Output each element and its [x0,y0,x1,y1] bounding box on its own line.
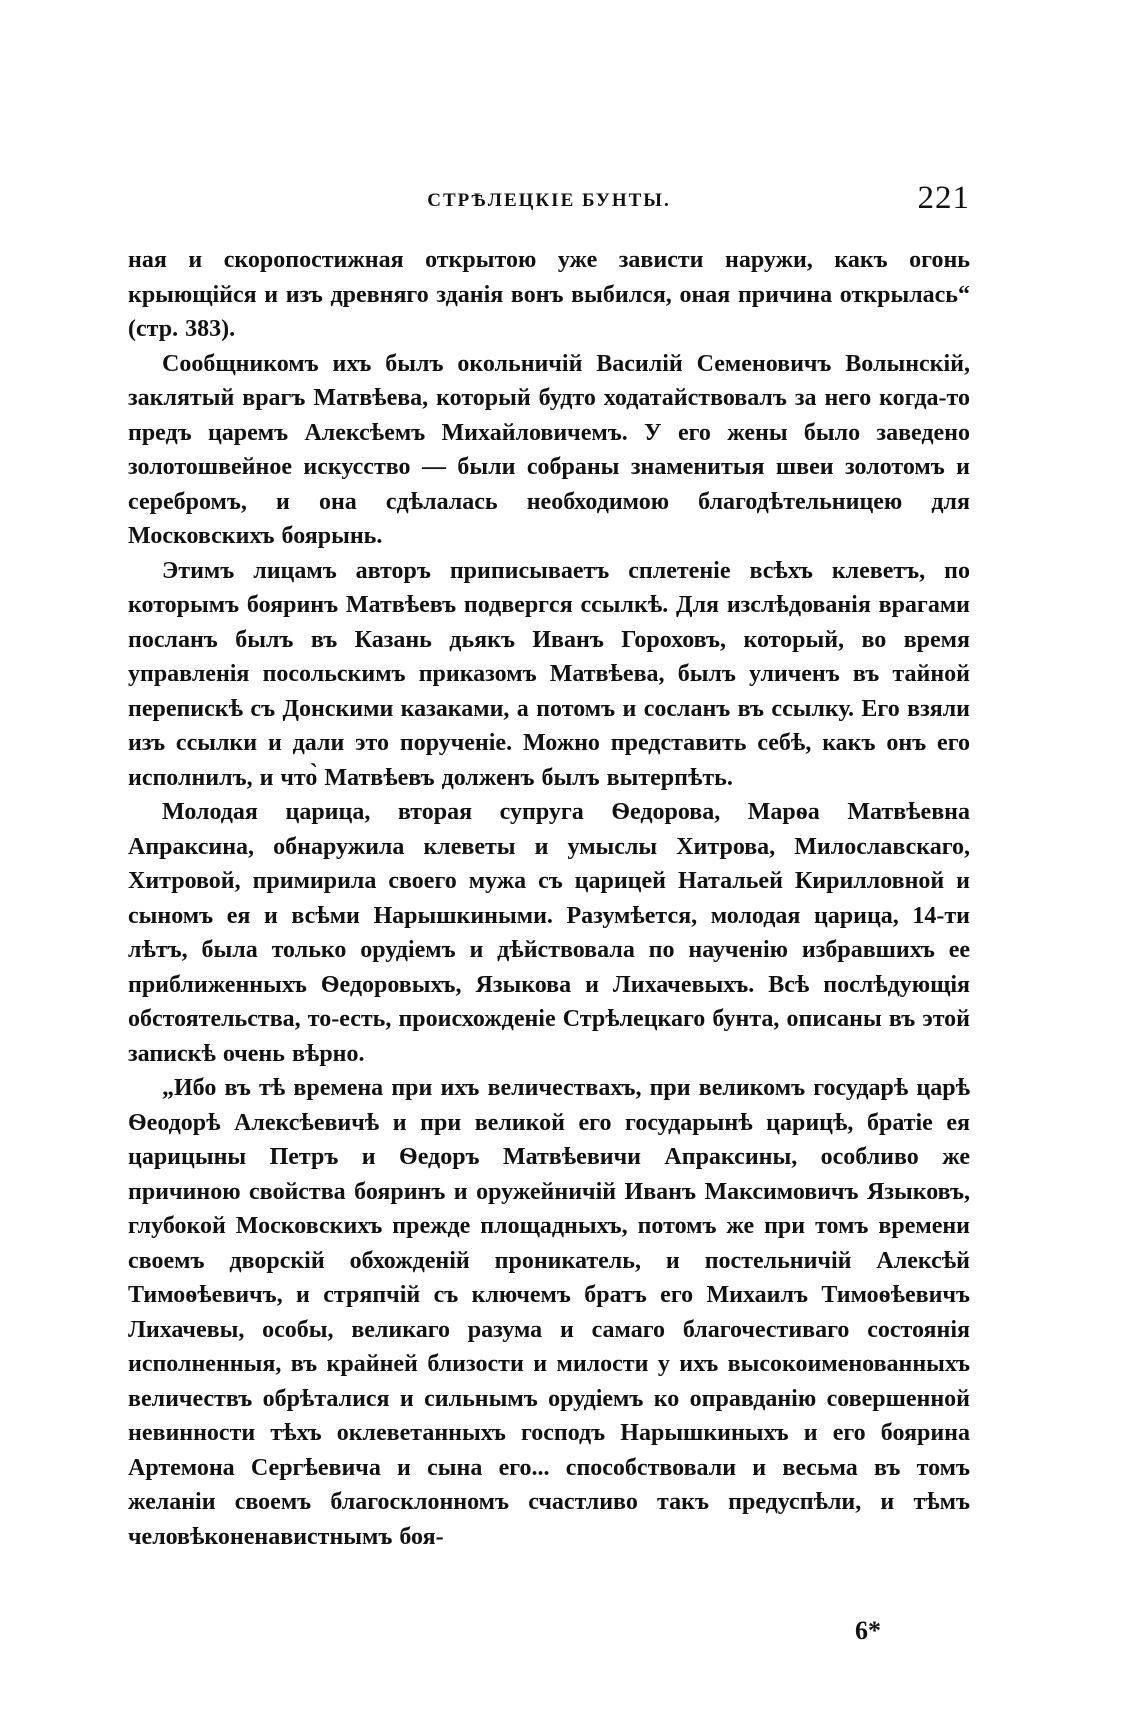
signature-mark: 6* [855,1616,881,1645]
running-title: СТРѢЛЕЦКІЕ БУНТЫ. [427,190,671,211]
paragraph-volynsky: Сообщникомъ ихъ былъ окольничій Василій Семеновичъ Волынскій, заклятый врагъ Матвѣева, который будто ходатайствовалъ за него когда-то предъ царемъ Алексѣемъ Михайловичемъ. У его жены было заведено золотошвейное искусство — были собраны знаменитыя швеи золотомъ и серебромъ, и она сдѣлалась необходимою благодѣтельницею для Московскихъ боярынь. [128,350,970,549]
paragraph-continuation: ная и скоропостижная открытою уже зависти наружи, какъ огонь крыющійся и изъ древняго зданія вонъ выбился, оная причина открылась“ (стр. 383). [128,247,970,342]
paragraph-young-tsaritsa: Молодая царица, вторая супруга Ѳедорова, Марѳа Матвѣевна Апраксина, обнаружила клеветы и умыслы Хитрова, Милославскаго, Хитровой, примирила своего мужа съ царицей Натальей Кирилловной и сыномъ ея и всѣми Нарышкиными. Разумѣется, молодая царица, 14-ти лѣтъ, была только орудіемъ и дѣйствовала по наученію избравшихъ ее приближенныхъ Ѳедоровыхъ, Языкова и Лихачевыхъ. Всѣ послѣдующія обстоятельства, то-есть, происхожденіе Стрѣлецкаго бунта, описаны въ этой запискѣ очень вѣрно. [128,799,970,1067]
page-number: 221 [917,180,970,216]
body-text [128,243,970,1554]
paragraph-slanders: Этимъ лицамъ авторъ приписываетъ сплетеніе всѣхъ клеветъ, по которымъ бояринъ Матвѣевъ подвергся ссылкѣ. Для изслѣдованія врагами посланъ былъ въ Казань дьякъ Иванъ Гороховъ, который, во время управленія посольскимъ приказомъ Матвѣева, былъ уличенъ въ тайной перепискѣ съ Донскими казаками, а потомъ и сосланъ въ ссылку. Его взяли изъ ссылки и дали это порученіе. Можно представить себѣ, какъ онъ его исполнилъ, и что̀ Матвѣевъ долженъ былъ вытерпѣть. [128,557,970,791]
paragraph-quotation: „Ибо въ тѣ времена при ихъ величествахъ, при великомъ государѣ царѣ Ѳеодорѣ Алексѣевичѣ и при великой его государынѣ царицѣ, братіе ея царицыны Петръ и Ѳедоръ Матвѣевичи Апраксины, особливо же причиною свойства бояринъ и оружейничій Иванъ Максимовичъ Языковъ, глубокой Московскихъ прежде площадныхъ, потомъ же при томъ времени своемъ дворскій обхожденій проникатель, и постельничій Алексѣй Тимоѳѣевичъ, и стряпчій съ ключемъ братъ его Михаилъ Тимоѳѣевичъ Лихачевы, особы, великаго разума и самаго благочестиваго состоянія исполненныя, въ крайней близости и милости у ихъ высокоименованныхъ величествъ обрѣталися и сильнымъ орудіемъ ко оправданію совершенной невинности тѣхъ оклеветанныхъ господъ Нарышкиныхъ и его боярина Артемона Сергѣевича и сына его... способствовали и весьма въ томъ желаніи своемъ благосклонномъ счастливо такъ предуспѣли, и тѣмъ человѣконенавистнымъ боя- [128,1075,970,1550]
running-head [128,180,970,220]
